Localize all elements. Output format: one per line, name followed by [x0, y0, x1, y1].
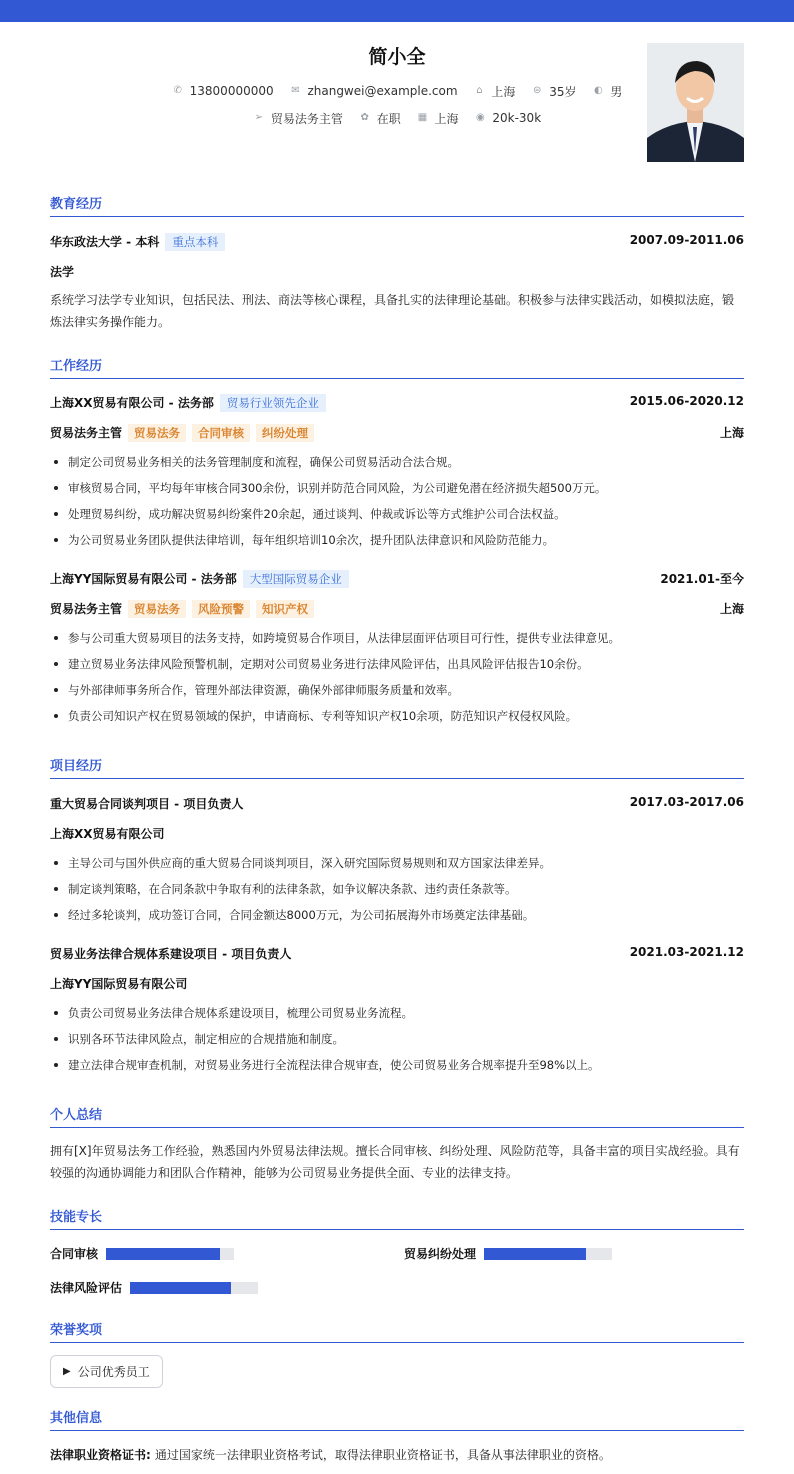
- status-icon: ✿: [360, 112, 369, 123]
- skill-name: 贸易纠纷处理: [404, 1247, 477, 1261]
- avatar-photo: [647, 43, 744, 162]
- project-2-header: [50, 945, 744, 962]
- contact-age: ⊜ 35岁: [533, 84, 577, 99]
- send-icon: ➢: [254, 112, 264, 123]
- skill-bar-fill: [484, 1248, 586, 1260]
- section-title-other: 其他信息: [50, 1407, 744, 1431]
- skill-name: 法律风险评估: [50, 1281, 123, 1295]
- education-major: 法学: [50, 265, 75, 279]
- skill-bar: [106, 1248, 234, 1260]
- list-item: 参与公司重大贸易项目的法务支持，如跨境贸易合作项目，从法律层面评估项目可行性，提供专业法律意见。: [50, 629, 744, 655]
- work-1-tag: 纠纷处理: [256, 424, 314, 442]
- list-item: 制定谈判策略，在合同条款中争取有利的法律条款，如争议解决条款、违约责任条款等。: [50, 880, 744, 906]
- work-2-date: 2021.01-至今: [660, 572, 744, 586]
- work-2-role: [50, 600, 744, 618]
- skill-bar-fill: [106, 1248, 220, 1260]
- section-title-education: 教育经历: [50, 193, 744, 217]
- section-title-skills: 技能专长: [50, 1206, 744, 1230]
- phone-icon: ✆: [173, 85, 182, 96]
- intent-status: ✿ 在职: [360, 111, 401, 126]
- email-icon: ✉: [291, 85, 300, 96]
- list-item: 负责公司知识产权在贸易领域的保护，申请商标、专利等知识产权10余项，防范知识产权侵权风险。: [50, 707, 744, 733]
- skill-item: [50, 1245, 234, 1262]
- school-tag: 重点本科: [165, 233, 225, 251]
- work-1-role: [50, 424, 744, 442]
- contact-email: ✉ zhangwei@example.com: [291, 84, 458, 98]
- work-2-bullets: [50, 629, 744, 733]
- salary-icon: ◉: [476, 112, 485, 123]
- skill-bar-fill: [130, 1282, 231, 1294]
- section-title-summary: 个人总结: [50, 1104, 744, 1128]
- list-item: 建立贸易业务法律风险预警机制，定期对公司贸易业务进行法律风险评估，出具风险评估报告10余份。: [50, 655, 744, 681]
- other-label: 法律职业资格证书:: [50, 1448, 151, 1462]
- work-1-tag: 贸易法务: [128, 424, 186, 442]
- project-1-name: 重大贸易合同谈判项目 - 项目负责人: [50, 797, 244, 811]
- skill-bar: [130, 1282, 258, 1294]
- triangle-right-icon: ▶: [63, 1366, 71, 1377]
- candidate-name: 简小全: [368, 46, 426, 68]
- gender-icon: ◐: [593, 85, 603, 96]
- contact-city: ⌂ 上海: [473, 83, 515, 100]
- work-2-header: [50, 570, 744, 588]
- skill-item: [404, 1245, 612, 1262]
- contact-gender: ◐ 男: [593, 84, 623, 99]
- skill-item: [50, 1279, 258, 1296]
- list-item: 经过多轮谈判，成功签订合同，合同金额达8000万元，为公司拓展海外市场奠定法律基础。: [50, 906, 744, 932]
- list-item: 识别各环节法律风险点，制定相应的合规措施和制度。: [50, 1030, 744, 1056]
- project-1-bullets: [50, 854, 744, 932]
- section-title-honors: 荣誉奖项: [50, 1319, 744, 1343]
- project-1-date: 2017.03-2017.06: [629, 795, 744, 809]
- project-1-company: 上海XX贸易有限公司: [50, 827, 165, 841]
- school-name: 华东政法大学 - 本科: [50, 235, 160, 249]
- work-2-title: 贸易法务主管: [50, 602, 123, 616]
- work-1-bullets: [50, 453, 744, 557]
- work-1-company-tag: 贸易行业领先企业: [220, 394, 326, 412]
- intent-position: ➢ 贸易法务主管: [254, 111, 343, 126]
- skill-name: 合同审核: [50, 1247, 99, 1261]
- work-1-header: [50, 394, 744, 412]
- building-icon: ▦: [417, 112, 428, 123]
- project-2-date: 2021.03-2021.12: [629, 945, 744, 959]
- list-item: 为公司贸易业务团队提供法律培训，每年组织培训10余次，提升团队法律意识和风险防范能力。: [50, 531, 744, 557]
- education-description: 系统学习法学专业知识，包括民法、刑法、商法等核心课程，具备扎实的法律理论基础。积极参与法律实践活动，如模拟法庭，锻炼法律实务操作能力。: [50, 293, 735, 329]
- other-text: 通过国家统一法律职业资格考试，取得法律职业资格证书，具备从事法律职业的资格。: [154, 1448, 611, 1462]
- work-1-company: 上海XX贸易有限公司 - 法务部: [50, 396, 214, 410]
- education-date: 2007.09-2011.06: [629, 233, 744, 247]
- work-2-city: 上海: [719, 602, 744, 616]
- intent-salary: ◉ 20k-30k: [476, 111, 542, 125]
- work-2-tag: 贸易法务: [128, 600, 186, 618]
- list-item: 主导公司与国外供应商的重大贸易合同谈判项目，深入研究国际贸易规则和双方国家法律差异。: [50, 854, 744, 880]
- intent-city: ▦ 上海: [417, 111, 459, 126]
- work-2-company: 上海YY国际贸易有限公司 - 法务部: [50, 572, 237, 586]
- work-2-tag: 知识产权: [256, 600, 314, 618]
- project-2-name: 贸易业务法律合规体系建设项目 - 项目负责人: [50, 947, 292, 961]
- work-2-tag: 风险预警: [192, 600, 250, 618]
- award-toggle[interactable]: [50, 1355, 163, 1388]
- skill-bar: [484, 1248, 612, 1260]
- list-item: 审核贸易合同，平均每年审核合同300余份，识别并防范合同风险，为公司避免潜在经济损失超500万元。: [50, 479, 744, 505]
- section-title-project: 项目经历: [50, 755, 744, 779]
- age-icon: ⊜: [533, 85, 542, 96]
- list-item: 与外部律师事务所合作，管理外部法律资源，确保外部律师服务质量和效率。: [50, 681, 744, 707]
- list-item: 建立法律合规审查机制，对贸易业务进行全流程法律合规审查，使公司贸易业务合规率提升至98%以上。: [50, 1056, 744, 1082]
- list-item: 处理贸易纠纷，成功解决贸易纠纷案件20余起，通过谈判、仲裁或诉讼等方式维护公司合法权益。: [50, 505, 744, 531]
- list-item: 负责公司贸易业务法律合规体系建设项目，梳理公司贸易业务流程。: [50, 1004, 744, 1030]
- list-item: 制定公司贸易业务相关的法务管理制度和流程，确保公司贸易活动合法合规。: [50, 453, 744, 479]
- section-title-work: 工作经历: [50, 355, 744, 379]
- other-info: [50, 1446, 744, 1463]
- summary-text: 拥有[X]年贸易法务工作经验，熟悉国内外贸易法律法规。擅长合同审核、纠纷处理、风险防范等，具备丰富的项目实战经验。具有较强的沟通协调能力和团队合作精神，能够为公司贸易业务提供全面、专业的法律支持。: [50, 1144, 740, 1180]
- project-2-bullets: [50, 1004, 744, 1082]
- education-header: [50, 233, 744, 251]
- top-accent-bar: [0, 0, 794, 22]
- project-1-header: [50, 795, 744, 812]
- project-2-company: 上海YY国际贸易有限公司: [50, 977, 188, 991]
- contact-phone: ✆ 13800000000: [173, 84, 274, 98]
- home-icon: ⌂: [476, 85, 483, 96]
- work-1-tag: 合同审核: [192, 424, 250, 442]
- work-1-date: 2015.06-2020.12: [629, 394, 744, 408]
- work-2-company-tag: 大型国际贸易企业: [243, 570, 349, 588]
- work-1-city: 上海: [719, 426, 744, 440]
- work-1-title: 贸易法务主管: [50, 426, 123, 440]
- award-label: 公司优秀员工: [77, 1365, 150, 1379]
